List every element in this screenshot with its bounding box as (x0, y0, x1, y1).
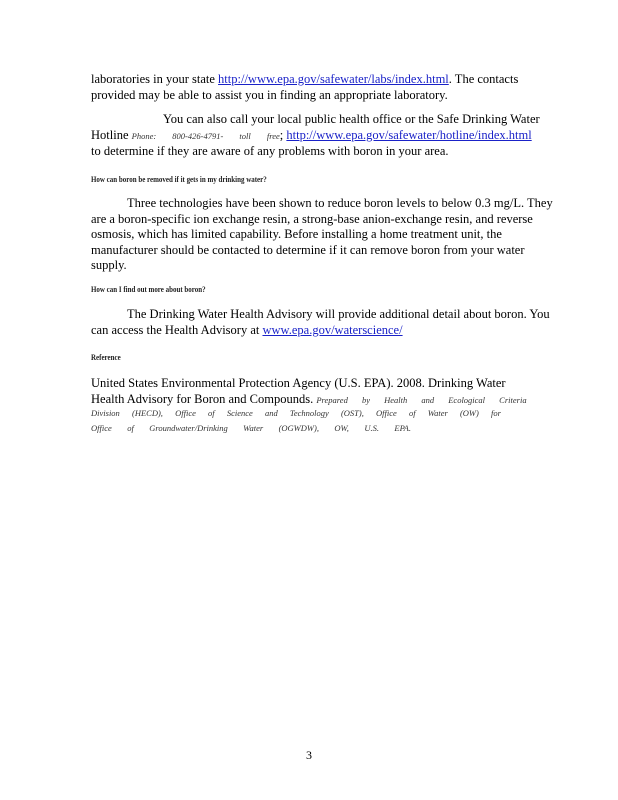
reference-line3 (91, 408, 501, 418)
para4-text: The Drinking Water Health Advisory will provide additional detail about boron. You can access the Health Advisory at (91, 307, 550, 337)
para2-line1: You can also call your local public health office or the Safe Drinking Water (163, 112, 540, 126)
reference-line4 (91, 423, 411, 433)
reference-line3-word: Office (175, 408, 196, 418)
para2-line3: to determine if they are aware of any problems with boron in your area. (91, 144, 449, 158)
reference-line3-word: Technology (289, 408, 329, 418)
reference-line4-word: U.S. (364, 423, 379, 433)
reference-line3-word: Water (427, 408, 448, 418)
reference-line3-word: Office (376, 408, 397, 418)
reference-line3-word: (OST), (340, 408, 364, 418)
reference-line4-word: Groundwater/Drinking (149, 423, 228, 433)
paragraph-technologies (91, 196, 561, 274)
reference-title: Health Advisory for Boron and Compounds. (91, 391, 317, 406)
reference-line3-word: Division (91, 408, 120, 418)
labs-link[interactable]: http://www.epa.gov/safewater/labs/index.html (218, 72, 449, 86)
paragraph-hotline (91, 112, 561, 160)
heading-reference: Reference (91, 352, 121, 362)
reference-line4-word: Office (91, 423, 112, 433)
reference-line3-word: of (408, 408, 416, 418)
reference-line4-word: EPA. (394, 423, 411, 433)
hotline-label: Hotline (91, 127, 132, 142)
reference-line3-word: Science (226, 408, 253, 418)
hotline-link[interactable]: http://www.epa.gov/safewater/hotline/index.html (286, 127, 532, 142)
heading-find-out-more: How can I find out more about boron? (91, 284, 206, 294)
waterscience-link[interactable]: www.epa.gov/waterscience/ (262, 322, 403, 337)
hotline-phone: Phone: 800-426-4791- toll free (131, 130, 280, 141)
reference-line4-word: OW, (334, 423, 349, 433)
para1-text-end: . The contacts (448, 72, 519, 86)
page-number: 3 (306, 748, 312, 762)
reference-line4-word: Water (243, 423, 264, 433)
reference-line1: United States Environmental Protection Agency (U.S. EPA). 2008. Drinking Water (91, 376, 506, 390)
reference-prepared-by: Prepared by Health and Ecological Criteria (316, 394, 527, 405)
separator: ; (279, 127, 287, 142)
reference-line4-word: (OGWDW), (278, 423, 319, 433)
para3-text: Three technologies have been shown to reduce boron levels to below 0.3 mg/L. They are a boron-specific ion exchange resin, a strong-base anion-exchange resin, and reverse osmosis, which has limited capability. Before installing a home treatment unit, the manufacturer should be contacted to determine if it can remove boron from your water supply. (91, 196, 553, 272)
reference-line3-word: and (264, 408, 278, 418)
paragraph-laboratories (91, 72, 561, 103)
reference-line3-word: for (491, 408, 501, 418)
paragraph-health-advisory (91, 307, 561, 338)
para1-text: laboratories in your state (91, 72, 219, 86)
reference-citation (91, 376, 561, 408)
reference-line3-word: (OW) (459, 408, 479, 418)
para1-line2: provided may be able to assist you in finding an appropriate laboratory. (91, 87, 448, 102)
reference-line4-word: of (127, 423, 134, 433)
reference-line3-word: (HECD), (131, 408, 163, 418)
heading-removal: How can boron be removed if it gets in my drinking water? (91, 174, 267, 184)
reference-line3-word: of (208, 408, 215, 418)
